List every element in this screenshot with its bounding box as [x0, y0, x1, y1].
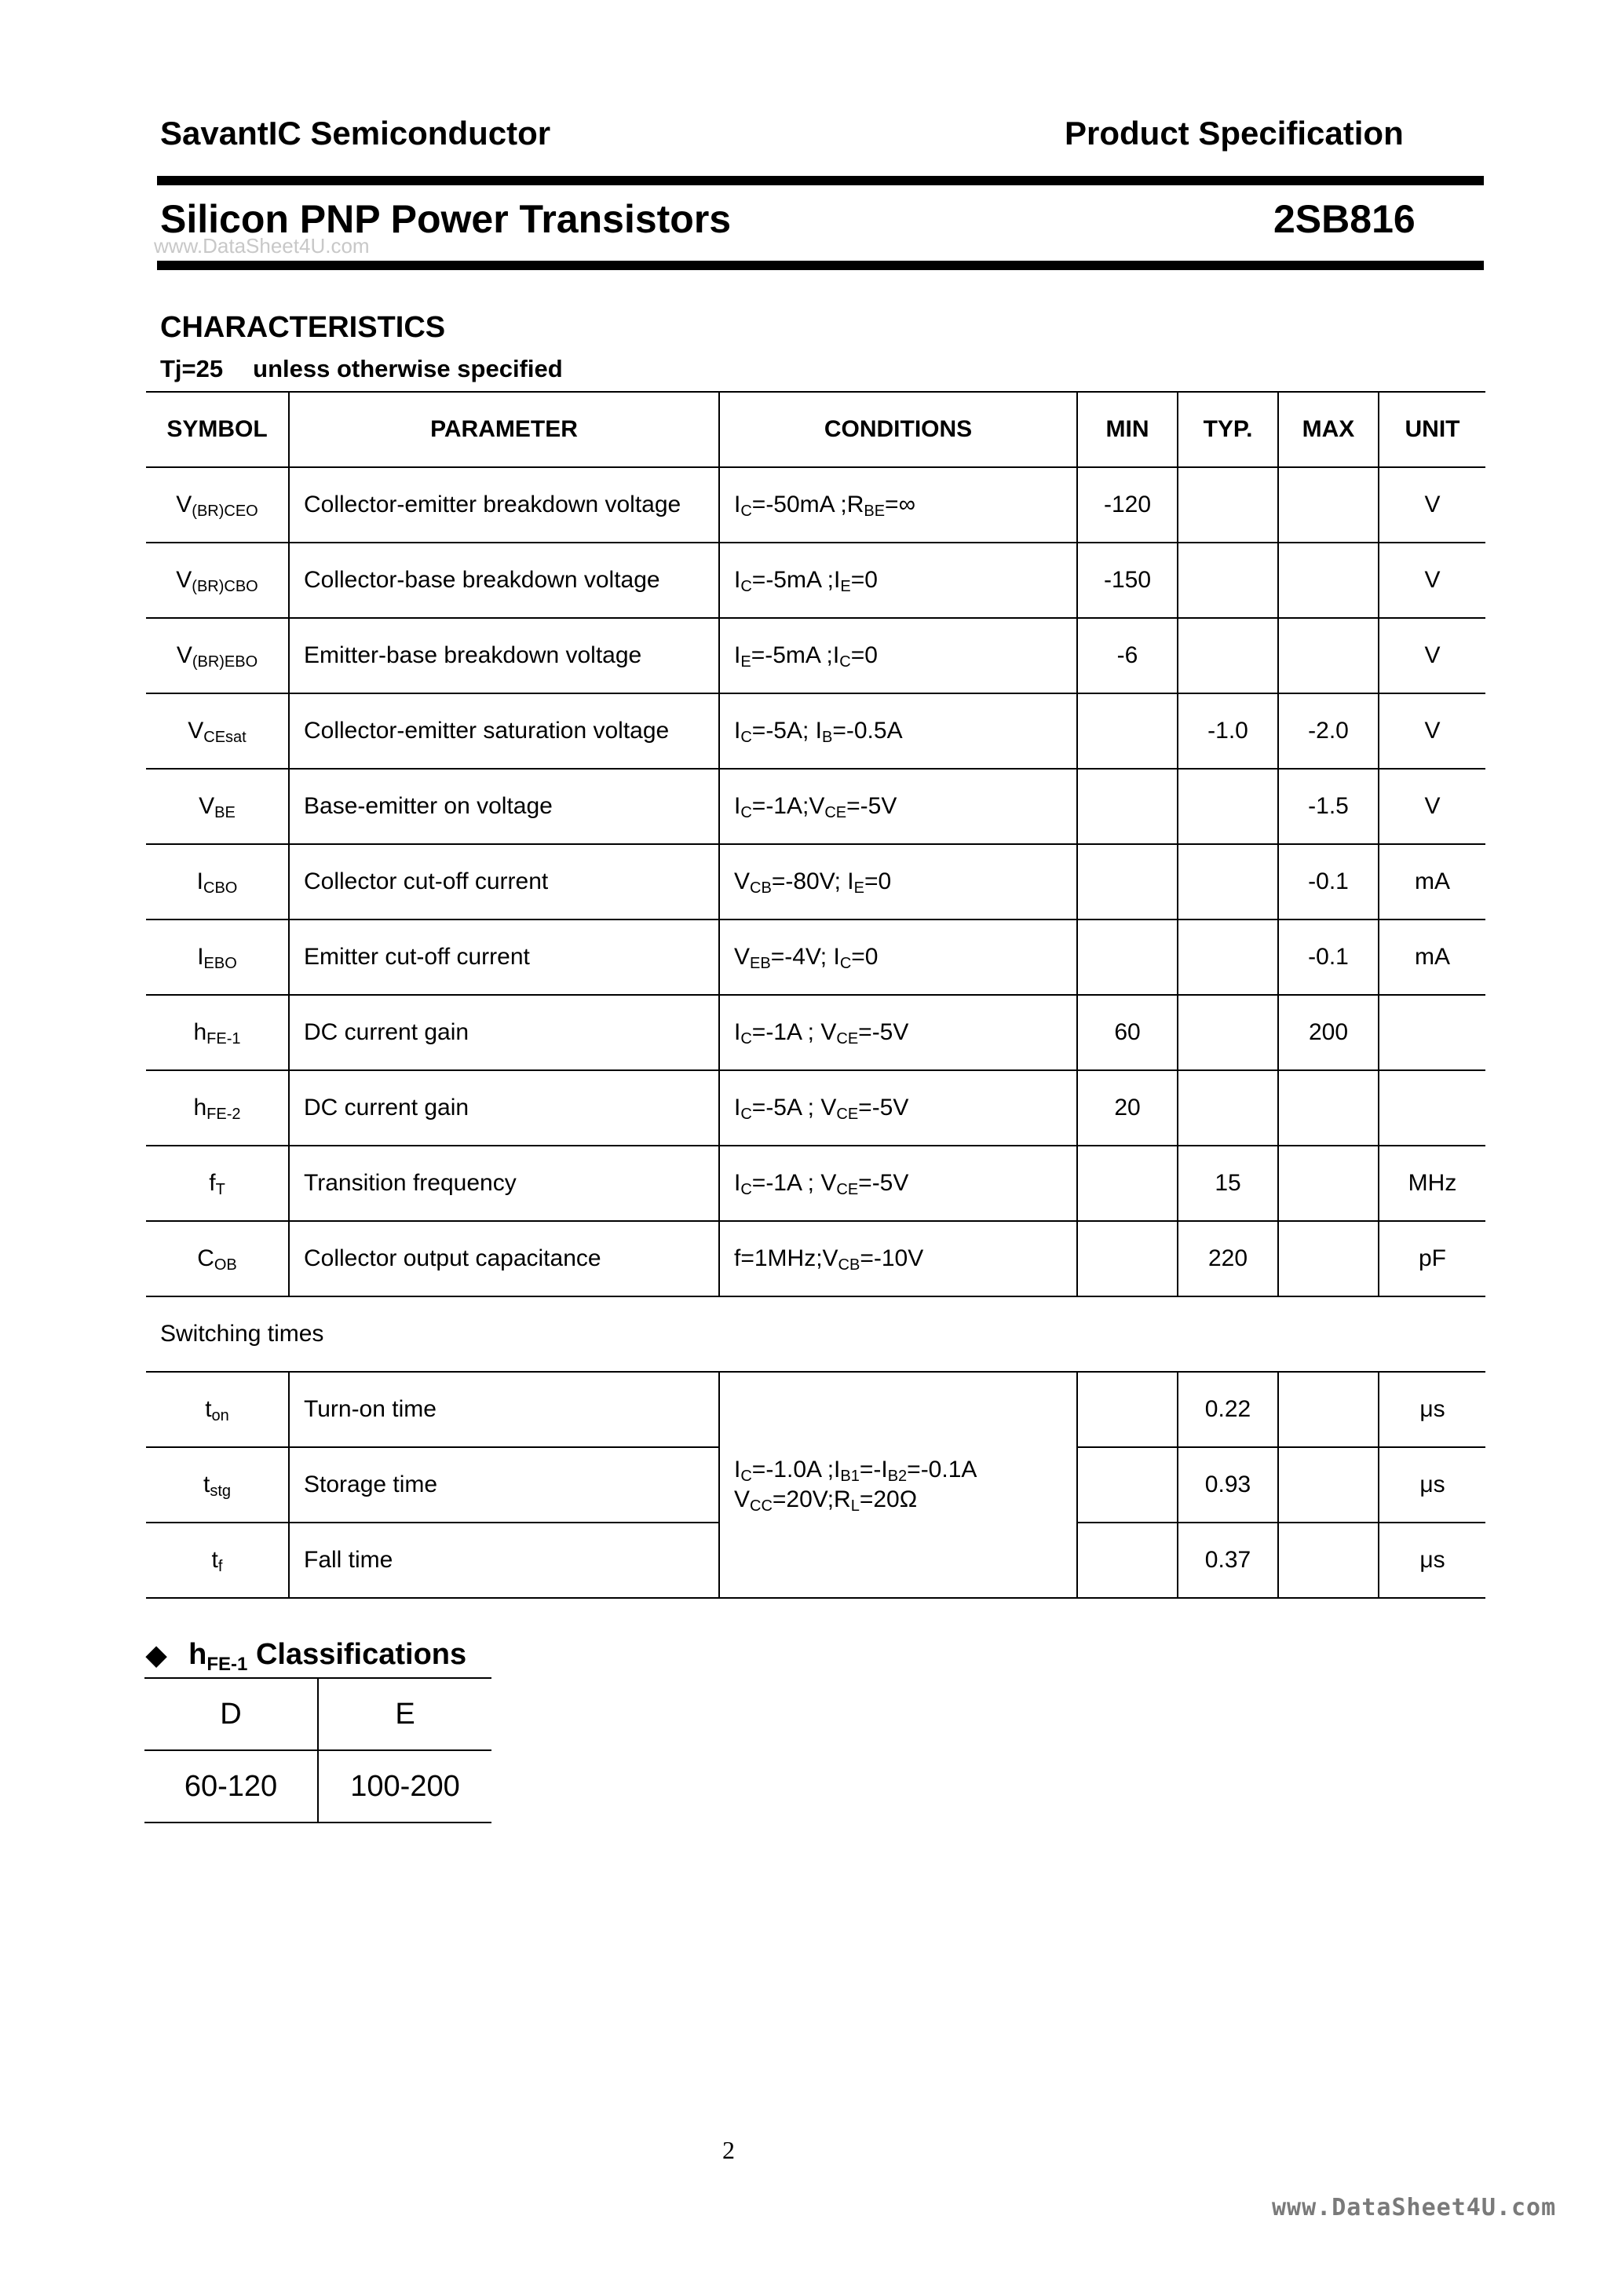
unit-cell: pF: [1379, 1221, 1485, 1296]
max-cell: [1278, 1372, 1379, 1447]
min-cell: 60: [1077, 995, 1178, 1070]
symbol-cell: $V_{BE}$: [146, 769, 289, 844]
parameter-cell: Emitter cut-off current: [289, 919, 719, 995]
min-cell: 20: [1077, 1070, 1178, 1146]
classification-header-row: [144, 1678, 491, 1750]
conditions-cell: $I_E=-5mA$ $;I_C=0$: [719, 618, 1077, 693]
unit-cell: V: [1379, 618, 1485, 693]
min-cell: [1077, 919, 1178, 995]
min-cell: -120: [1077, 467, 1178, 543]
min-cell: [1077, 1221, 1178, 1296]
symbol-cell: $I_{EBO}$: [146, 919, 289, 995]
max-cell: [1278, 1146, 1379, 1221]
column-header-conditions: CONDITIONS: [719, 392, 1077, 467]
symbol-cell: $t_f$: [146, 1523, 289, 1598]
max-cell: 200: [1278, 995, 1379, 1070]
classification-range-e: 100-200: [318, 1750, 491, 1823]
table-row: [146, 995, 1485, 1070]
unit-cell: mA: [1379, 844, 1485, 919]
unit-cell: MHz: [1379, 1146, 1485, 1221]
table-row: [146, 618, 1485, 693]
symbol-cell: $h_{FE-2}$: [146, 1070, 289, 1146]
table-row: [146, 1070, 1485, 1146]
max-cell: [1278, 1070, 1379, 1146]
symbol-cell: $V_{(BR)EBO}$: [146, 618, 289, 693]
conditions-cell: $I_C=-1A$ ; $V_{CE}=-5V$: [719, 1146, 1077, 1221]
hfe-classification-table: [144, 1677, 491, 1823]
symbol-cell: $f_T$: [146, 1146, 289, 1221]
typ-cell: -1.0: [1178, 693, 1278, 769]
part-number: 2SB816: [1273, 197, 1416, 241]
parameter-cell: Collector output capacitance: [289, 1221, 719, 1296]
unit-cell: [1379, 995, 1485, 1070]
page-number: 2: [722, 2136, 735, 2164]
symbol-cell: $t_{stg}$: [146, 1447, 289, 1523]
symbol-cell: $C_{OB}$: [146, 1221, 289, 1296]
parameter-cell: Collector-emitter breakdown voltage: [289, 467, 719, 543]
document-title: Silicon PNP Power Transistors: [160, 197, 732, 241]
watermark-top: www.DataSheet4U.com: [154, 234, 370, 258]
watermark-bottom: www.DataSheet4U.com: [1272, 2194, 1557, 2221]
typ-cell: 15: [1178, 1146, 1278, 1221]
parameter-cell: Transition frequency: [289, 1146, 719, 1221]
table-row: [146, 1146, 1485, 1221]
symbol-cell: $V_{(BR)CBO}$: [146, 543, 289, 618]
typ-cell: [1178, 1070, 1278, 1146]
unit-cell: V: [1379, 543, 1485, 618]
unit-cell: mA: [1379, 919, 1485, 995]
min-cell: -150: [1077, 543, 1178, 618]
symbol-cell: $V_{(BR)CEO}$: [146, 467, 289, 543]
conditions-cell: $I_C=-50mA$ $;R_{BE}=\infty$: [719, 467, 1077, 543]
max-cell: [1278, 618, 1379, 693]
max-cell: -0.1: [1278, 919, 1379, 995]
unit-cell: V: [1379, 467, 1485, 543]
classification-value-row: [144, 1750, 491, 1823]
table-row: [146, 543, 1485, 618]
header-bottom-rule: [157, 261, 1484, 270]
parameter-cell: DC current gain: [289, 995, 719, 1070]
unit-cell: μs: [1379, 1447, 1485, 1523]
max-cell: [1278, 1221, 1379, 1296]
typ-cell: 0.22: [1178, 1372, 1278, 1447]
table-row: [146, 769, 1485, 844]
typ-cell: [1178, 769, 1278, 844]
symbol-cell: $I_{CBO}$: [146, 844, 289, 919]
condition-text: unless otherwise specified: [253, 355, 563, 382]
junction-temperature: Tj=25: [160, 355, 224, 382]
symbol-cell: $h_{FE-1}$: [146, 995, 289, 1070]
max-cell: [1278, 1447, 1379, 1523]
conditions-cell: $I_C=-1A$ ; $V_{CE}=-5V$: [719, 995, 1077, 1070]
test-condition-note: [160, 355, 563, 383]
max-cell: -2.0: [1278, 693, 1379, 769]
parameter-cell: Collector cut-off current: [289, 844, 719, 919]
classification-range-d: 60-120: [144, 1750, 318, 1823]
unit-cell: V: [1379, 769, 1485, 844]
parameter-cell: Collector-base breakdown voltage: [289, 543, 719, 618]
switching-conditions-cell: $I_C=-1.0A$ $;I_{B1}=-I_{B2}=-0.1A$ $V_{CC}=20V;R_L=20\Omega$: [719, 1372, 1077, 1598]
column-header-symbol: SYMBOL: [146, 392, 289, 467]
conditions-cell: $I_C=-5A$ ; $V_{CE}=-5V$: [719, 1070, 1077, 1146]
conditions-cell: $I_C=-5A$; $I_B=-0.5A$: [719, 693, 1077, 769]
document-type: Product Specification: [1065, 115, 1404, 152]
unit-cell: μs: [1379, 1523, 1485, 1598]
min-cell: [1077, 769, 1178, 844]
table-row: [146, 693, 1485, 769]
header-top-rule: [157, 176, 1484, 185]
max-cell: [1278, 1523, 1379, 1598]
company-name: SavantIC Semiconductor: [160, 115, 551, 152]
table-row: [146, 467, 1485, 543]
unit-cell: [1379, 1070, 1485, 1146]
typ-cell: [1178, 467, 1278, 543]
conditions-cell: $V_{EB}=-4V$; $I_C=0$: [719, 919, 1077, 995]
column-header-max: MAX: [1278, 392, 1379, 467]
typ-cell: 220: [1178, 1221, 1278, 1296]
classification-grade-d: D: [144, 1678, 318, 1750]
symbol-cell: $t_{on}$: [146, 1372, 289, 1447]
parameter-cell: Emitter-base breakdown voltage: [289, 618, 719, 693]
switching-times-label: Switching times: [146, 1296, 1485, 1372]
characteristics-table: [146, 391, 1485, 1599]
symbol-cell: $V_{CEsat}$: [146, 693, 289, 769]
hfe-classifications-heading: ◆ $h_{FE-1}$ Classifications: [146, 1638, 467, 1675]
parameter-cell: Storage time: [289, 1447, 719, 1523]
min-cell: [1077, 844, 1178, 919]
column-header-parameter: PARAMETER: [289, 392, 719, 467]
min-cell: -6: [1077, 618, 1178, 693]
typ-cell: 0.37: [1178, 1523, 1278, 1598]
conditions-cell: $f=1MHz;V_{CB}=-10V$: [719, 1221, 1077, 1296]
min-cell: [1077, 1146, 1178, 1221]
characteristics-heading: CHARACTERISTICS: [160, 311, 446, 344]
column-header-typ: TYP.: [1178, 392, 1278, 467]
parameter-cell: Collector-emitter saturation voltage: [289, 693, 719, 769]
table-header-row: [146, 392, 1485, 467]
conditions-cell: $I_C=-1A;V_{CE}=-5V$: [719, 769, 1077, 844]
column-header-unit: UNIT: [1379, 392, 1485, 467]
table-row: [146, 844, 1485, 919]
unit-cell: μs: [1379, 1372, 1485, 1447]
max-cell: -0.1: [1278, 844, 1379, 919]
min-cell: [1077, 1523, 1178, 1598]
classification-grade-e: E: [318, 1678, 491, 1750]
min-cell: [1077, 693, 1178, 769]
parameter-cell: DC current gain: [289, 1070, 719, 1146]
table-row: [146, 1372, 1485, 1447]
parameter-cell: Fall time: [289, 1523, 719, 1598]
table-row: [146, 919, 1485, 995]
max-cell: [1278, 543, 1379, 618]
typ-cell: [1178, 995, 1278, 1070]
column-header-min: MIN: [1077, 392, 1178, 467]
typ-cell: [1178, 844, 1278, 919]
typ-cell: [1178, 543, 1278, 618]
typ-cell: [1178, 618, 1278, 693]
unit-cell: V: [1379, 693, 1485, 769]
max-cell: -1.5: [1278, 769, 1379, 844]
switching-times-row: [146, 1296, 1485, 1372]
max-cell: [1278, 467, 1379, 543]
table-row: [146, 1221, 1485, 1296]
min-cell: [1077, 1447, 1178, 1523]
typ-cell: 0.93: [1178, 1447, 1278, 1523]
diamond-bullet-icon: ◆: [146, 1640, 167, 1670]
typ-cell: [1178, 919, 1278, 995]
parameter-cell: Turn-on time: [289, 1372, 719, 1447]
conditions-cell: $V_{CB}=-80V$; $I_E=0$: [719, 844, 1077, 919]
min-cell: [1077, 1372, 1178, 1447]
conditions-cell: $I_C=-5mA$ $;I_E=0$: [719, 543, 1077, 618]
parameter-cell: Base-emitter on voltage: [289, 769, 719, 844]
